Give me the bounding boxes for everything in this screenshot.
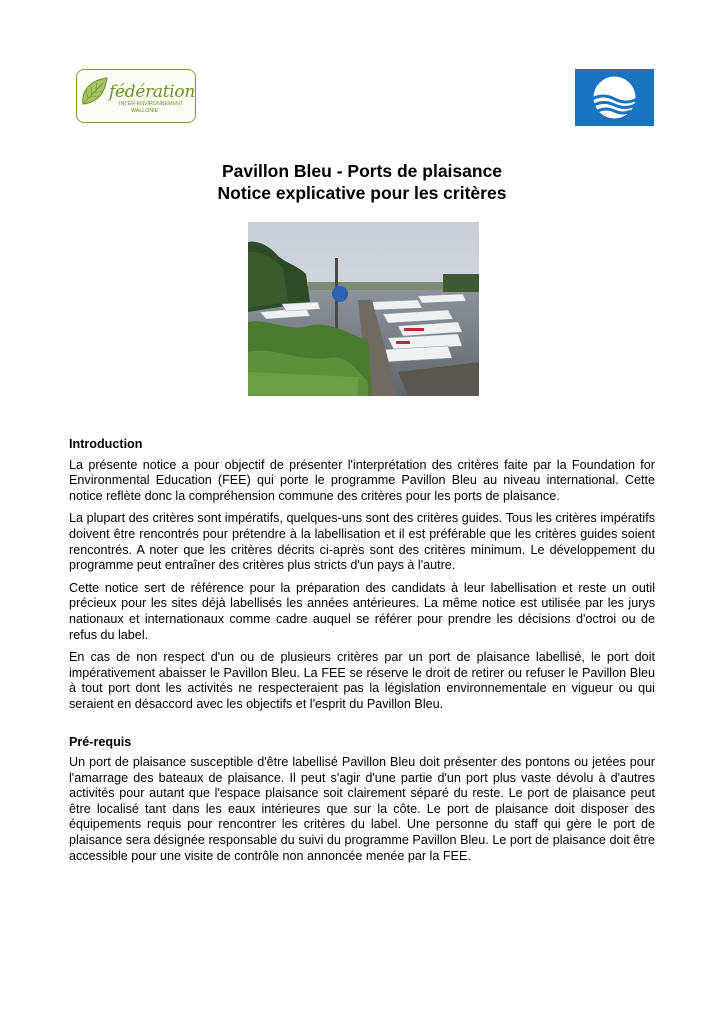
- title-line-2: Notice explicative pour les critères: [217, 183, 507, 203]
- marina-photo: [248, 222, 479, 396]
- title-line-1: Pavillon Bleu - Ports de plaisance: [221, 161, 503, 181]
- wave-icon: [575, 69, 654, 126]
- paragraph: Cette notice sert de référence pour la préparation des candidats à leur labellisation et reste un outil précieux pour les sites déjà labellisés les années antérieures. La même notice est utilisée par les jurys nationaux et internationaux comme cadre auquel se référer pour prendre les décisions d'octroi ou de refus du label.: [69, 580, 655, 642]
- federation-logo: [76, 69, 196, 123]
- section-heading: Pré-requis: [69, 734, 132, 749]
- document-title: [0, 160, 724, 204]
- section-heading: Introduction: [69, 437, 143, 451]
- paragraph: En cas de non respect d'un ou de plusieurs critères par un port de plaisance labellisé, le port doit impérativement abaisser le Pavillon Bleu. La FEE se réserve le droit de retirer ou refuser le Pavillon Bleu à tout port dont les activités ne respecteraient pas la législation environnementale en vigueur ou qui seraient en désaccord avec les objectifs et l'esprit du Pavillon Bleu.: [69, 650, 655, 711]
- federation-wordmark: fédération: [109, 82, 196, 102]
- section-prerequis: [69, 735, 655, 865]
- federation-subtitle: INTER-ENVIRONNEMENT: [119, 101, 184, 107]
- leaf-icon: [79, 74, 113, 116]
- document-body: [69, 437, 655, 871]
- federation-subtitle-2: WALLONIE: [131, 108, 159, 114]
- paragraph: Un port de plaisance susceptible d'être labellisé Pavillon Bleu doit présenter des pontons ou jetées pour l'amarrage des bateaux de plaisance. Il peut s'agir d'une partie d'un port plus vaste dévolu à d'autres activités pour autant que l'espace plaisance soit clairement séparé du reste. Le port de plaisance peut être localisé tant dans les eaux intérieures que sur la côte. Le port de plaisance doit disposer des équipements requis pour rencontrer les critères du label. Une personne du staff qui gère le port de plaisance sera désignée responsable du suivi du programme Pavillon Bleu. Le port de plaisance doit être accessible pour une visite de contrôle non annoncée menée par la FEE.: [69, 755, 655, 863]
- paragraph: La plupart des critères sont impératifs, quelques-uns sont des critères guides. Tous les critères impératifs doivent être rencontrés pour prétendre à la labellisation et il est préférable que les critères guides soient rencontrés. A noter que les critères décrits ci-après sont des critères minimum. Le développement du programme peut entraîner des critères plus stricts d'un pays à l'autre.: [69, 511, 655, 573]
- pavillon-bleu-logo: [575, 69, 654, 126]
- section-introduction: [69, 437, 655, 713]
- paragraph: La présente notice a pour objectif de présenter l'interprétation des critères faite par la Foundation for Environmental Education (FEE) qui porte le programme Pavillon Bleu au niveau international. Cette notice reflète donc la compréhension commune des critères pour les ports de plaisance.: [69, 457, 655, 503]
